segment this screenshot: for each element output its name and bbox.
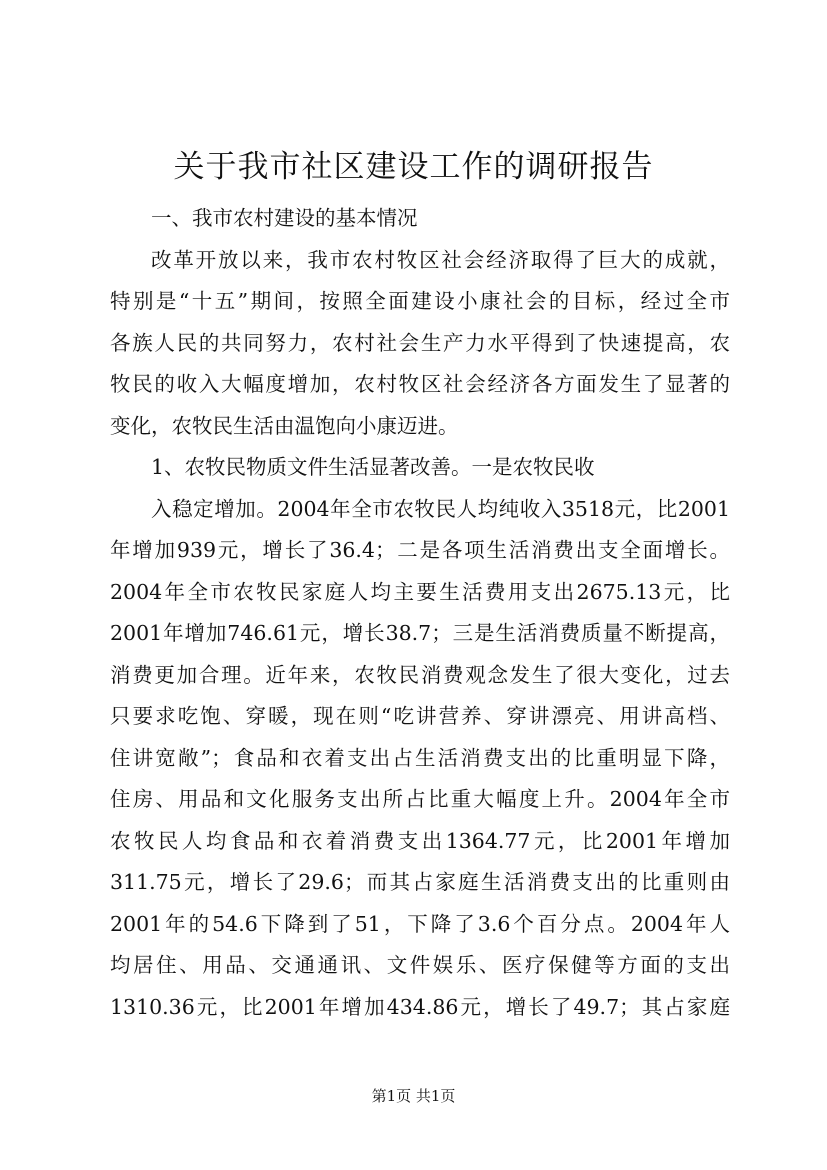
body-line: 变化，农牧民生活由温饱向小康迈进。	[110, 413, 459, 438]
subsection-heading: 1、农牧民物质文件生活显著改善。一是农牧民收	[151, 455, 595, 479]
section-heading: 一、我市农村建设的基本情况	[151, 206, 418, 230]
body-line: 只要求吃饱、穿暖，现在则“吃讲营养、穿讲漂亮、用讲高档、	[110, 704, 730, 728]
body-line: 入稳定增加。2004年全市农牧民人均纯收入3518元，比2001	[151, 496, 730, 521]
body-line: 消费更加合理。近年来，农牧民消费观念发生了很大变化，过去	[110, 662, 730, 687]
body-line: 311.75元，增长了29.6；而其占家庭生活消费支出的比重则由	[110, 870, 730, 894]
body-line: 特别是“十五”期间，按照全面建设小康社会的目标，经过全市	[110, 289, 730, 313]
body-line: 改革开放以来，我市农村牧区社会经济取得了巨大的成就，	[151, 247, 730, 272]
body-line: 2001年增加746.61元，增长38.7；三是生活消费质量不断提高，	[110, 621, 730, 645]
body-line: 1310.36元，比2001年增加434.86元，增长了49.7；其占家庭	[110, 994, 730, 1019]
body-line: 住房、用品和文化服务支出所占比重大幅度上升。2004年全市	[110, 787, 730, 811]
body-line: 住讲宽敞”；食品和衣着支出占生活消费支出的比重明显下降，	[110, 745, 730, 770]
body-line: 农牧民人均食品和衣着消费支出1364.77元，比2001年增加	[110, 828, 730, 853]
document-body	[110, 198, 730, 1028]
body-line: 均居住、用品、交通通讯、文件娱乐、医疗保健等方面的支出	[110, 953, 730, 977]
body-line: 牧民的收入大幅度增加，农村牧区社会经济各方面发生了显著的	[110, 372, 730, 396]
body-line: 各族人民的共同努力，农村社会生产力水平得到了快速提高，农	[110, 330, 730, 355]
page-footer: 第1页 共1页	[371, 1087, 456, 1105]
body-line: 2001年的54.6下降到了51，下降了3.6个百分点。2004年人	[110, 911, 730, 936]
body-line: 2004年全市农牧民家庭人均主要生活费用支出2675.13元，比	[110, 579, 730, 604]
body-line: 年增加939元，增长了36.4；二是各项生活消费出支全面增长。	[110, 538, 730, 562]
document-title: 关于我市社区建设工作的调研报告	[173, 149, 654, 185]
